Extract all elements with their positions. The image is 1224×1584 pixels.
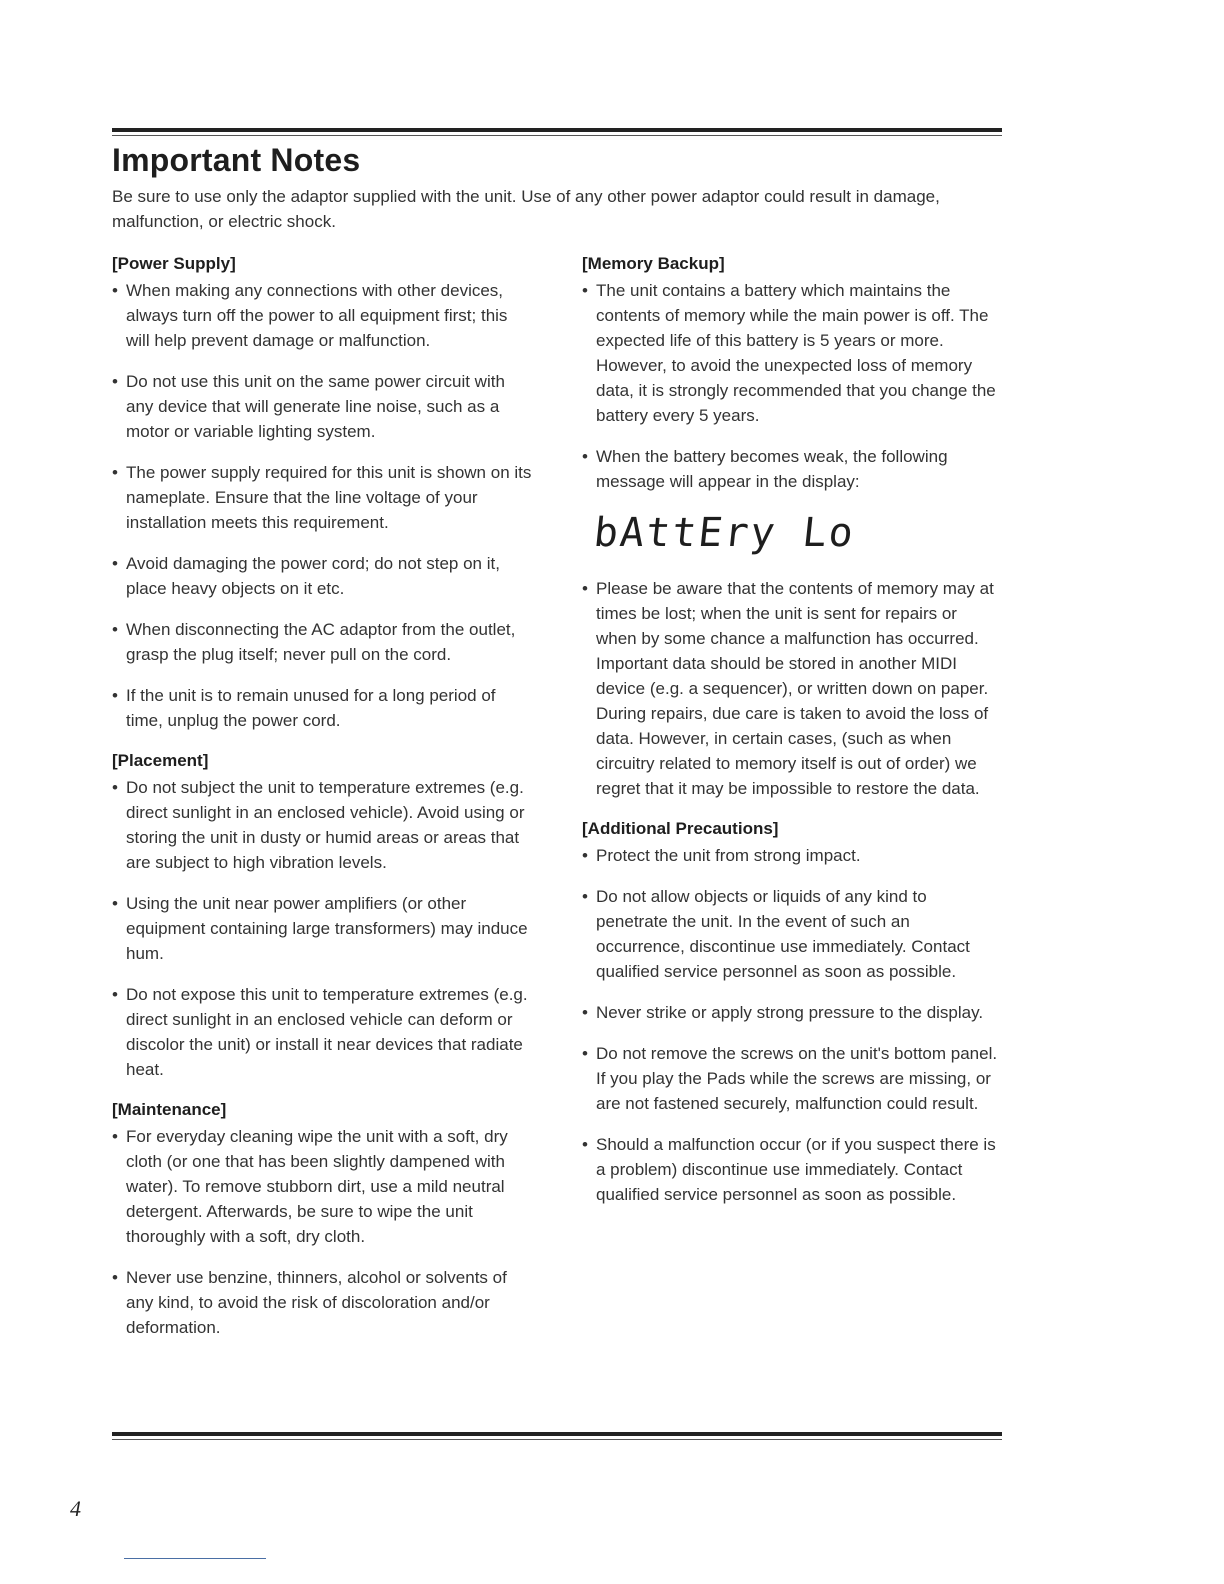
memory-backup-item: • Please be aware that the contents of memory may at times be lost; when the unit is sent for repairs or when by some chance a malfunction has occurred. Important data should be stored in another MIDI device (e.g. a sequencer), or written down on paper. During repairs, due care is taken to avoid the loss of data. However, in certain cases, (such as when circuitry related to memory itself is out of order) we regret that it may be impossible to restore the data. (582, 576, 1002, 801)
page-title: Important Notes (112, 142, 361, 178)
right-column (582, 252, 1002, 1223)
precaution-item: • Should a malfunction occur (or if you suspect there is a problem) discontinue use immediately. Contact qualified service personnel as soon as possible. (582, 1132, 1002, 1207)
page-number: 4 (70, 1496, 81, 1521)
power-supply-heading: [Power Supply] (112, 254, 236, 273)
intro-paragraph: Be sure to use only the adaptor supplied with the unit. Use of any other power adaptor could result in damage, malfunction, or electric shock. (112, 187, 940, 231)
precaution-item: • Never strike or apply strong pressure to the display. (582, 1000, 1002, 1025)
maintenance-item: • For everyday cleaning wipe the unit with a soft, dry cloth (or one that has been slightly dampened with water). To remove stubborn dirt, use a mild neutral detergent. Afterwards, be sure to wipe the unit thoroughly with a soft, dry cloth. (112, 1124, 532, 1249)
power-supply-item: • When disconnecting the AC adaptor from the outlet, grasp the plug itself; never pull on the cord. (112, 617, 532, 667)
footer-line (124, 1558, 266, 1559)
top-rule (112, 128, 1002, 136)
placement-heading: [Placement] (112, 751, 209, 770)
power-supply-item: • The power supply required for this unit is shown on its nameplate. Ensure that the line voltage of your installation meets this requirement. (112, 460, 532, 535)
precaution-item: • Do not allow objects or liquids of any kind to penetrate the unit. In the event of such an occurrence, discontinue use immediately. Contact qualified service personnel as soon as possible. (582, 884, 1002, 984)
precaution-item: • Do not remove the screws on the unit's bottom panel. If you play the Pads while the screws are missing, or are not fastened securely, malfunction could result. (582, 1041, 1002, 1116)
bottom-rule (112, 1432, 1002, 1440)
placement-item: • Do not expose this unit to temperature extremes (e.g. direct sunlight in an enclosed vehicle can deform or discolor the unit) or install it near devices that radiate heat. (112, 982, 532, 1082)
power-supply-item: • When making any connections with other devices, always turn off the power to all equipment first; this will help prevent damage or malfunction. (112, 278, 532, 353)
memory-backup-heading: [Memory Backup] (582, 254, 725, 273)
left-column (112, 252, 532, 1356)
maintenance-heading: [Maintenance] (112, 1100, 227, 1119)
precaution-item: • Protect the unit from strong impact. (582, 843, 1002, 868)
battery-low-display-message: bAttEry Lo (591, 510, 858, 556)
placement-item: • Using the unit near power amplifiers (or other equipment containing large transformers) may induce hum. (112, 891, 532, 966)
memory-backup-item: • The unit contains a battery which maintains the contents of memory while the main power is off. The expected life of this battery is 5 years or more. However, to avoid the unexpected loss of memory data, it is strongly recommended that you change the battery every 5 years. (582, 278, 1002, 428)
memory-backup-item: • When the battery becomes weak, the following message will appear in the display: (582, 444, 1002, 494)
additional-precautions-heading: [Additional Precautions] (582, 819, 779, 838)
maintenance-item: • Never use benzine, thinners, alcohol or solvents of any kind, to avoid the risk of discoloration and/or deformation. (112, 1265, 532, 1340)
power-supply-item: • Avoid damaging the power cord; do not step on it, place heavy objects on it etc. (112, 551, 532, 601)
power-supply-item: • If the unit is to remain unused for a long period of time, unplug the power cord. (112, 683, 532, 733)
power-supply-item: • Do not use this unit on the same power circuit with any device that will generate line noise, such as a motor or variable lighting system. (112, 369, 532, 444)
placement-item: • Do not subject the unit to temperature extremes (e.g. direct sunlight in an enclosed vehicle). Avoid using or storing the unit in dusty or humid areas or areas that are subject to high vibration levels. (112, 775, 532, 875)
